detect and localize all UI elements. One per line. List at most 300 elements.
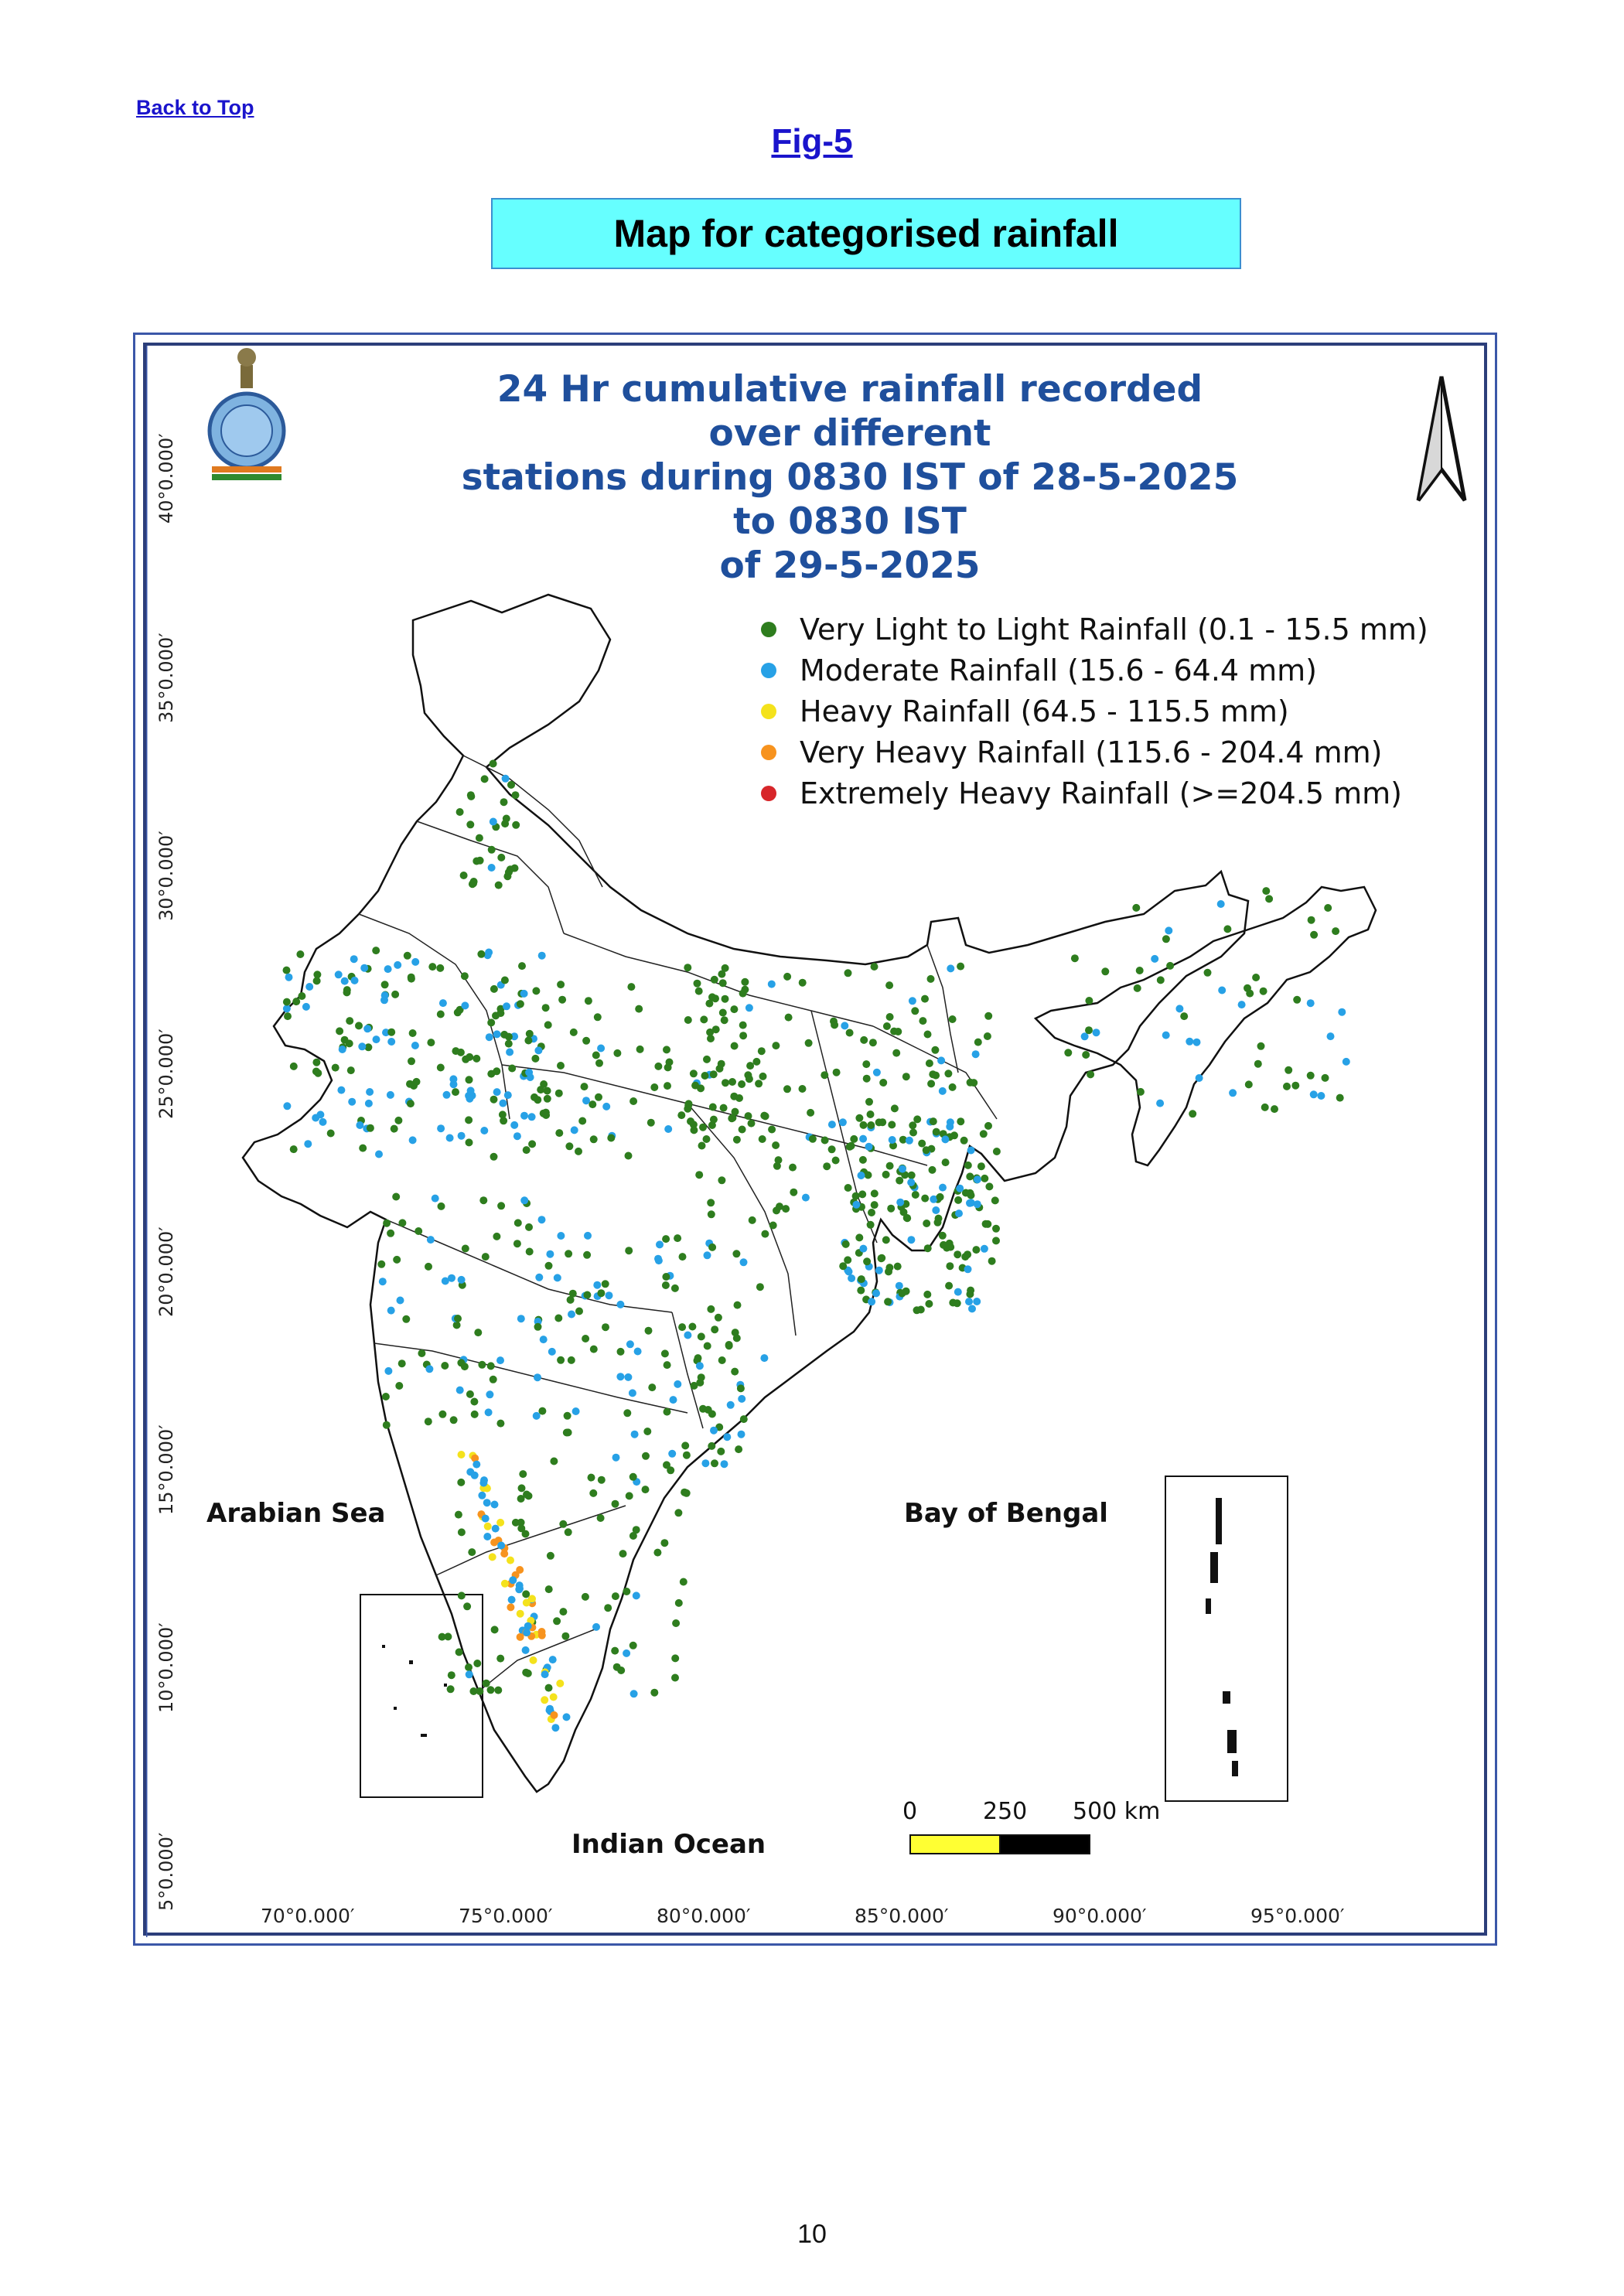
station-dot [545,1585,553,1593]
station-dot [1082,1051,1090,1059]
station-dot [617,1348,625,1356]
station-dot [446,1134,454,1142]
station-dot [1180,1012,1188,1020]
station-dot [575,1308,583,1315]
station-dot [466,1076,473,1083]
latitude-label: 20°0.000′ [155,1226,177,1317]
station-dot [545,1684,553,1692]
legend-label: Very Heavy Rainfall (115.6 - 204.4 mm) [800,735,1383,769]
station-dot [501,820,509,827]
station-dot [984,1122,992,1130]
station-dot [704,1251,711,1259]
station-dot [954,1299,961,1307]
station-dot [584,1232,592,1240]
scale-tick-label: 500 km [1073,1798,1161,1825]
station-dot [411,958,419,966]
station-dot [739,1032,747,1039]
station-dot [557,1232,565,1240]
station-dot [860,1036,868,1044]
station-dot [611,1647,619,1655]
station-dot [892,1049,900,1057]
station-dot [974,1039,982,1046]
station-dot [645,1327,653,1335]
station-dot [967,1147,975,1155]
station-dot [1071,954,1079,962]
station-dot [855,1233,863,1241]
station-dot [894,1263,902,1271]
station-dot [662,1281,670,1289]
station-dot [602,1280,609,1288]
station-dot [949,1083,957,1091]
station-dot [540,1110,548,1117]
station-dot [418,1349,425,1357]
station-dot [950,1131,958,1139]
station-dot [348,1098,356,1106]
station-dot [394,961,401,969]
station-dot [891,1104,899,1112]
station-dot [483,1499,491,1506]
latitude-label: 30°0.000′ [155,831,177,921]
station-dot [985,1182,993,1190]
station-dot [561,1632,569,1640]
station-dot [565,1250,572,1257]
station-dot [346,1017,353,1025]
station-dot [514,1219,522,1226]
station-dot [731,1368,739,1376]
station-dot [512,821,520,829]
station-dot [831,1021,838,1029]
station-dot [664,1361,671,1369]
station-dot [799,1085,807,1093]
station-dot [457,1479,465,1486]
station-dot [415,1227,422,1235]
station-dot [607,1134,615,1142]
station-dot [783,973,791,981]
station-dot [839,1262,847,1270]
station-dot [1218,987,1226,994]
station-dot [555,1090,563,1097]
station-dot [758,1047,766,1055]
station-dot [360,964,368,972]
latitude-label: 35°0.000′ [155,633,177,723]
station-dot [927,975,935,983]
station-dot [629,1642,637,1650]
station-dot [785,1014,793,1022]
station-dot [887,1205,895,1213]
station-dot [427,1039,435,1046]
station-dot [1134,984,1141,992]
station-dot [510,1121,518,1129]
station-dot [858,1275,865,1283]
station-dot [350,955,358,963]
station-dot [356,1121,363,1129]
imd-emblem-icon [210,348,284,477]
station-dot [889,1136,896,1144]
station-dot [551,1724,559,1731]
station-dot [458,1132,466,1140]
station-dot [531,1055,539,1063]
station-dot [526,1248,534,1256]
station-dot [339,1046,346,1053]
station-dot [685,1100,693,1107]
station-dots [283,760,1350,1732]
station-dot [563,1713,571,1721]
station-dot [516,1585,524,1592]
station-dot [290,1063,298,1070]
station-dot [312,1059,320,1066]
station-dot [570,1029,578,1036]
station-dot [497,1542,505,1550]
station-dot [583,1291,591,1299]
station-dot [391,1125,398,1133]
station-dot [1262,887,1270,895]
station-dot [373,1035,380,1043]
station-dot [488,864,496,872]
station-dot [839,1118,847,1126]
station-dot [1217,900,1225,908]
station-dot [768,1126,776,1134]
station-dot [966,1199,974,1207]
station-dot [902,1073,910,1080]
station-dot [1310,1090,1318,1098]
station-dot [593,1281,601,1289]
station-dot [833,1069,841,1076]
station-dot [707,1199,715,1206]
station-dot [663,1046,670,1053]
station-dot [540,1336,548,1343]
station-dot [883,1022,891,1030]
station-dot [761,1230,769,1238]
station-dot [409,1136,417,1144]
station-dot [534,1323,542,1331]
station-dot [501,977,509,984]
station-dot [927,1080,935,1087]
station-dot [1338,1008,1346,1016]
station-dot [725,1342,733,1349]
station-dot [458,1528,466,1536]
station-dot [432,1195,439,1203]
station-dot [723,1433,731,1441]
station-dot [934,1219,942,1226]
station-dot [592,1052,600,1059]
figure-label[interactable]: Fig-5 [771,122,853,160]
station-dot [462,1056,469,1063]
station-dot [481,775,489,783]
station-dot [582,1037,590,1045]
scale-tick-label: 250 [983,1798,1028,1825]
station-dot [783,1085,791,1093]
station-dot [1064,1049,1072,1056]
scale-tick-label: 0 [902,1798,918,1825]
station-dot [697,1084,705,1092]
station-dot [486,1033,493,1041]
station-dot [964,1162,972,1169]
station-dot [411,1042,419,1049]
station-dot [452,1047,459,1055]
station-dot [488,846,496,854]
station-dot [954,1196,962,1204]
station-dot [696,1362,704,1370]
station-dot [848,1142,855,1150]
station-dot [439,999,447,1007]
station-dot [871,1189,879,1197]
station-dot [711,976,718,984]
station-dot [1238,1001,1246,1008]
station-dot [867,1110,875,1118]
station-dot [534,1373,541,1381]
station-dot [575,1148,582,1155]
station-dot [1245,1080,1253,1088]
legend-label: Heavy Rainfall (64.5 - 115.5 mm) [800,694,1289,728]
station-dot [337,1087,345,1094]
station-dot [683,1489,691,1497]
station-dot [921,995,929,1003]
station-dot [745,1112,752,1120]
station-dot [461,972,469,980]
station-dot [1087,1070,1094,1078]
station-dot [991,1196,999,1204]
station-dot [449,1075,457,1083]
station-dot [917,1306,925,1314]
station-dot [358,1042,366,1050]
station-dot [918,1140,926,1148]
station-dot [886,1013,894,1021]
station-dot [868,1209,875,1216]
station-dot [520,1196,528,1204]
station-dot [672,1619,680,1627]
station-dot [635,1005,643,1013]
station-dot [911,1007,919,1015]
station-dot [913,1115,921,1123]
station-dot [487,1686,495,1694]
station-dot [525,1069,533,1076]
station-dot [283,967,291,974]
legend-swatch [761,745,776,760]
station-dot [467,1087,475,1094]
station-dot [633,1526,640,1534]
station-dot [896,1282,903,1290]
station-dot [708,1210,715,1218]
station-dot [703,1056,711,1063]
station-dot [383,1220,391,1227]
station-dot [949,1015,957,1023]
station-dot [660,1539,668,1547]
station-dot [298,992,305,1000]
station-dot [582,1593,589,1601]
station-dot [674,1234,681,1242]
station-dot [546,1250,554,1258]
station-dot [708,1442,715,1450]
station-dot [578,1117,586,1125]
map-title-line-3: of 29-5-2025 [719,544,981,587]
station-dot [477,950,485,958]
station-dot [865,1098,873,1106]
station-dot [525,1492,533,1499]
station-dot [597,1514,605,1522]
station-dot [981,1175,988,1182]
station-dot [582,1097,590,1104]
station-dot [559,1520,567,1528]
station-dot [728,1078,736,1086]
north-arrow-icon [1418,377,1465,500]
station-dot [719,979,727,987]
station-dot [450,1416,458,1424]
station-dot [448,1671,455,1679]
station-dot [642,1452,650,1460]
station-dot [502,775,510,783]
station-dot [968,1305,976,1312]
station-dot [993,1148,1001,1155]
station-dot [1310,931,1318,939]
station-dot [582,1335,589,1342]
station-dot [395,1382,403,1390]
station-dot [888,1121,896,1128]
station-dot [845,1267,853,1275]
station-dot [629,1389,636,1397]
map-title [448,367,1252,588]
station-dot [523,1146,531,1154]
station-dot [661,1349,669,1357]
station-dot [535,1274,543,1281]
station-dot [945,1282,953,1290]
station-dot [569,1290,577,1298]
station-dot [384,1367,392,1375]
station-dot [458,1276,466,1284]
station-dot [650,1689,658,1697]
station-dot [296,950,304,958]
station-dot [862,1060,870,1068]
station-dot [626,1340,634,1348]
station-dot [664,1125,672,1133]
station-dot [559,1608,567,1615]
station-dot [773,1206,780,1214]
station-dot [387,1091,394,1099]
station-dot [347,1066,355,1074]
station-dot [992,1225,1000,1233]
station-dot [701,1072,709,1080]
station-dot [772,1141,780,1149]
station-dot [544,1095,551,1103]
station-dot [486,1390,493,1398]
station-dot [372,947,380,954]
station-dot [923,1291,931,1298]
station-dot [890,1028,898,1035]
station-dot [737,1384,745,1392]
station-dot [473,1660,481,1667]
station-dot [924,1031,932,1039]
station-dot [984,1012,992,1020]
station-dot [490,760,497,768]
station-dot [583,1251,591,1259]
station-dot [518,962,526,970]
station-dot [541,1670,549,1678]
station-dot [456,1387,464,1394]
station-dot [555,1129,563,1137]
back-to-top-link[interactable]: Back to Top [136,96,254,119]
station-dot [683,1452,691,1459]
station-dot [944,1070,952,1077]
station-dot [642,1486,650,1493]
station-dot [557,1356,565,1364]
station-dot [425,1263,432,1271]
station-dot [452,1088,459,1096]
station-dot [528,1140,536,1148]
station-dot [974,1200,981,1208]
station-dot [612,1454,620,1462]
station-dot [634,1348,642,1356]
station-dot [872,1289,880,1297]
station-dot [398,1360,406,1367]
station-dot [506,1049,513,1056]
station-dot [932,1206,940,1214]
arabian-sea-label: Arabian Sea [206,1498,386,1529]
station-dot [704,1342,711,1350]
station-dot [775,1156,783,1164]
station-dot [841,1022,848,1029]
station-dot [802,1194,810,1202]
latitude-label: 10°0.000′ [155,1622,177,1713]
station-dot [708,1244,716,1251]
station-dot [581,1083,589,1090]
station-dot [554,1315,562,1322]
northeast-outline [1035,887,1376,1165]
station-dot [1327,1032,1335,1040]
station-dot [966,1172,974,1180]
station-dot [343,986,351,994]
station-dot [671,1284,679,1292]
latitude-label: 40°0.000′ [155,433,177,524]
station-dot [912,1191,919,1199]
station-dot [341,977,349,985]
station-dot [346,1039,353,1047]
station-dot [629,1473,637,1481]
station-dot [493,1088,501,1096]
station-dot [595,1059,603,1067]
station-dot [721,1016,728,1024]
station-dot [1229,1089,1237,1097]
map-title-line-1: 24 Hr cumulative rainfall recorded over different [496,368,1203,455]
station-dot [427,1236,435,1244]
latitude-label: 5°0.000′ [155,1832,177,1911]
station-dot [499,1100,507,1107]
station-dot [650,1083,658,1091]
station-dot [513,1132,521,1140]
andaman-inset [1165,1476,1288,1801]
map-title-line-2: stations during 0830 IST of 28-5-2025 to 0830 IST [461,456,1239,543]
station-dot [844,1184,852,1192]
station-dot [554,1274,561,1281]
station-dot [283,998,291,1006]
legend-item [761,609,1428,650]
station-dot [466,820,474,828]
station-dot [436,964,444,972]
station-dot [491,1501,499,1509]
station-dot [923,1146,930,1154]
station-dot [522,1530,530,1538]
station-dot [1157,976,1165,984]
station-dot [508,1065,516,1073]
station-dot [859,1135,867,1143]
station-dot [759,1135,766,1143]
station-dot [762,1112,769,1120]
station-dot [469,879,477,887]
station-dot [741,978,749,986]
station-dot [495,882,503,889]
station-dot [1186,1038,1193,1046]
station-dot [860,1121,868,1129]
station-dot [930,1117,937,1125]
station-dot [524,1622,532,1630]
